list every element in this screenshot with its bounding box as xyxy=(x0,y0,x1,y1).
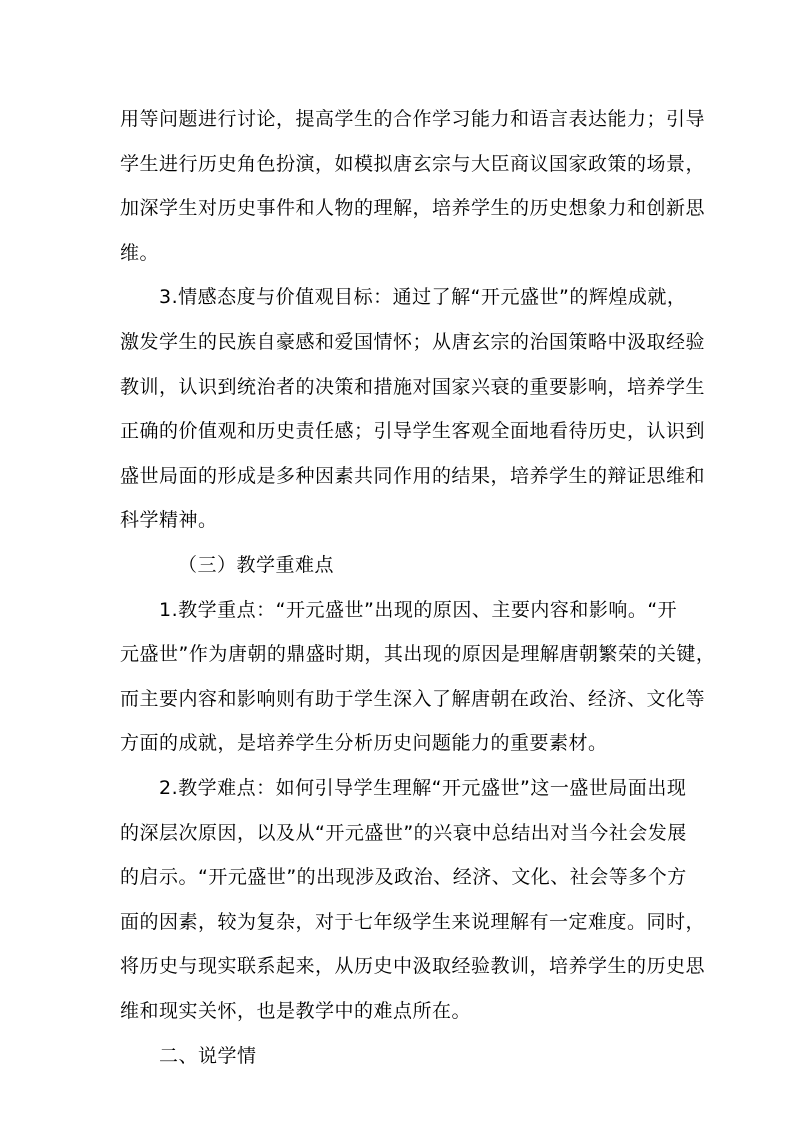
body-text-line: 的深层次原因，以及从“开元盛世”的兴衰中总结出对当今社会发展 xyxy=(120,822,687,844)
body-text-line: 元盛世”作为唐朝的鼎盛时期，其出现的原因是理解唐朝繁荣的关键， xyxy=(120,643,716,665)
body-text-line: 而主要内容和影响则有助于学生深入了解唐朝在政治、经济、文化等 xyxy=(120,688,706,710)
body-text-line: 用等问题进行讨论，提高学生的合作学习能力和语言表达能力；引导 xyxy=(120,108,706,130)
body-text-line: 面的因素，较为复杂，对于七年级学生来说理解有一定难度。同时， xyxy=(120,911,706,933)
subsection-heading-key-points: 1.教学重点：“开元盛世”出现的原因、主要内容和影响。“开 xyxy=(159,599,678,621)
body-text-line: 正确的价值观和历史责任感；引导学生客观全面地看待历史，认识到 xyxy=(120,420,706,442)
section-heading-learner-analysis: 二、说学情 xyxy=(159,1045,257,1067)
body-text-line: 方面的成就，是培养学生分析历史问题能力的重要素材。 xyxy=(120,732,608,754)
body-text-line: 激发学生的民族自豪感和爱国情怀；从唐玄宗的治国策略中汲取经验 xyxy=(120,331,706,353)
body-text-line: 加深学生对历史事件和人物的理解，培养学生的历史想象力和创新思 xyxy=(120,197,706,219)
section-heading-key-difficult-points: （三）教学重难点 xyxy=(178,554,335,576)
body-text-line: 教训，认识到统治者的决策和措施对国家兴衰的重要影响，培养学生 xyxy=(120,376,706,398)
section-heading-emotion-goals: 3.情感态度与价值观目标：通过了解“开元盛世”的辉煌成就， xyxy=(159,286,687,308)
body-text-line: 盛世局面的形成是多种因素共同作用的结果，培养学生的辩证思维和 xyxy=(120,465,706,487)
body-text-line: 将历史与现实联系起来，从历史中汲取经验教训，培养学生的历史思 xyxy=(120,955,706,977)
body-text-line: 学生进行历史角色扮演，如模拟唐玄宗与大臣商议国家政策的场景， xyxy=(120,153,706,175)
body-text-line: 的启示。“开元盛世”的出现涉及政治、经济、文化、社会等多个方 xyxy=(120,866,687,888)
body-text-line: 维。 xyxy=(120,242,160,264)
body-text-line: 维和现实关怀，也是教学中的难点所在。 xyxy=(120,1000,472,1022)
subsection-heading-difficult-points: 2.教学难点：如何引导学生理解“开元盛世”这一盛世局面出现 xyxy=(159,777,687,799)
body-text-line: 科学精神。 xyxy=(120,509,218,531)
